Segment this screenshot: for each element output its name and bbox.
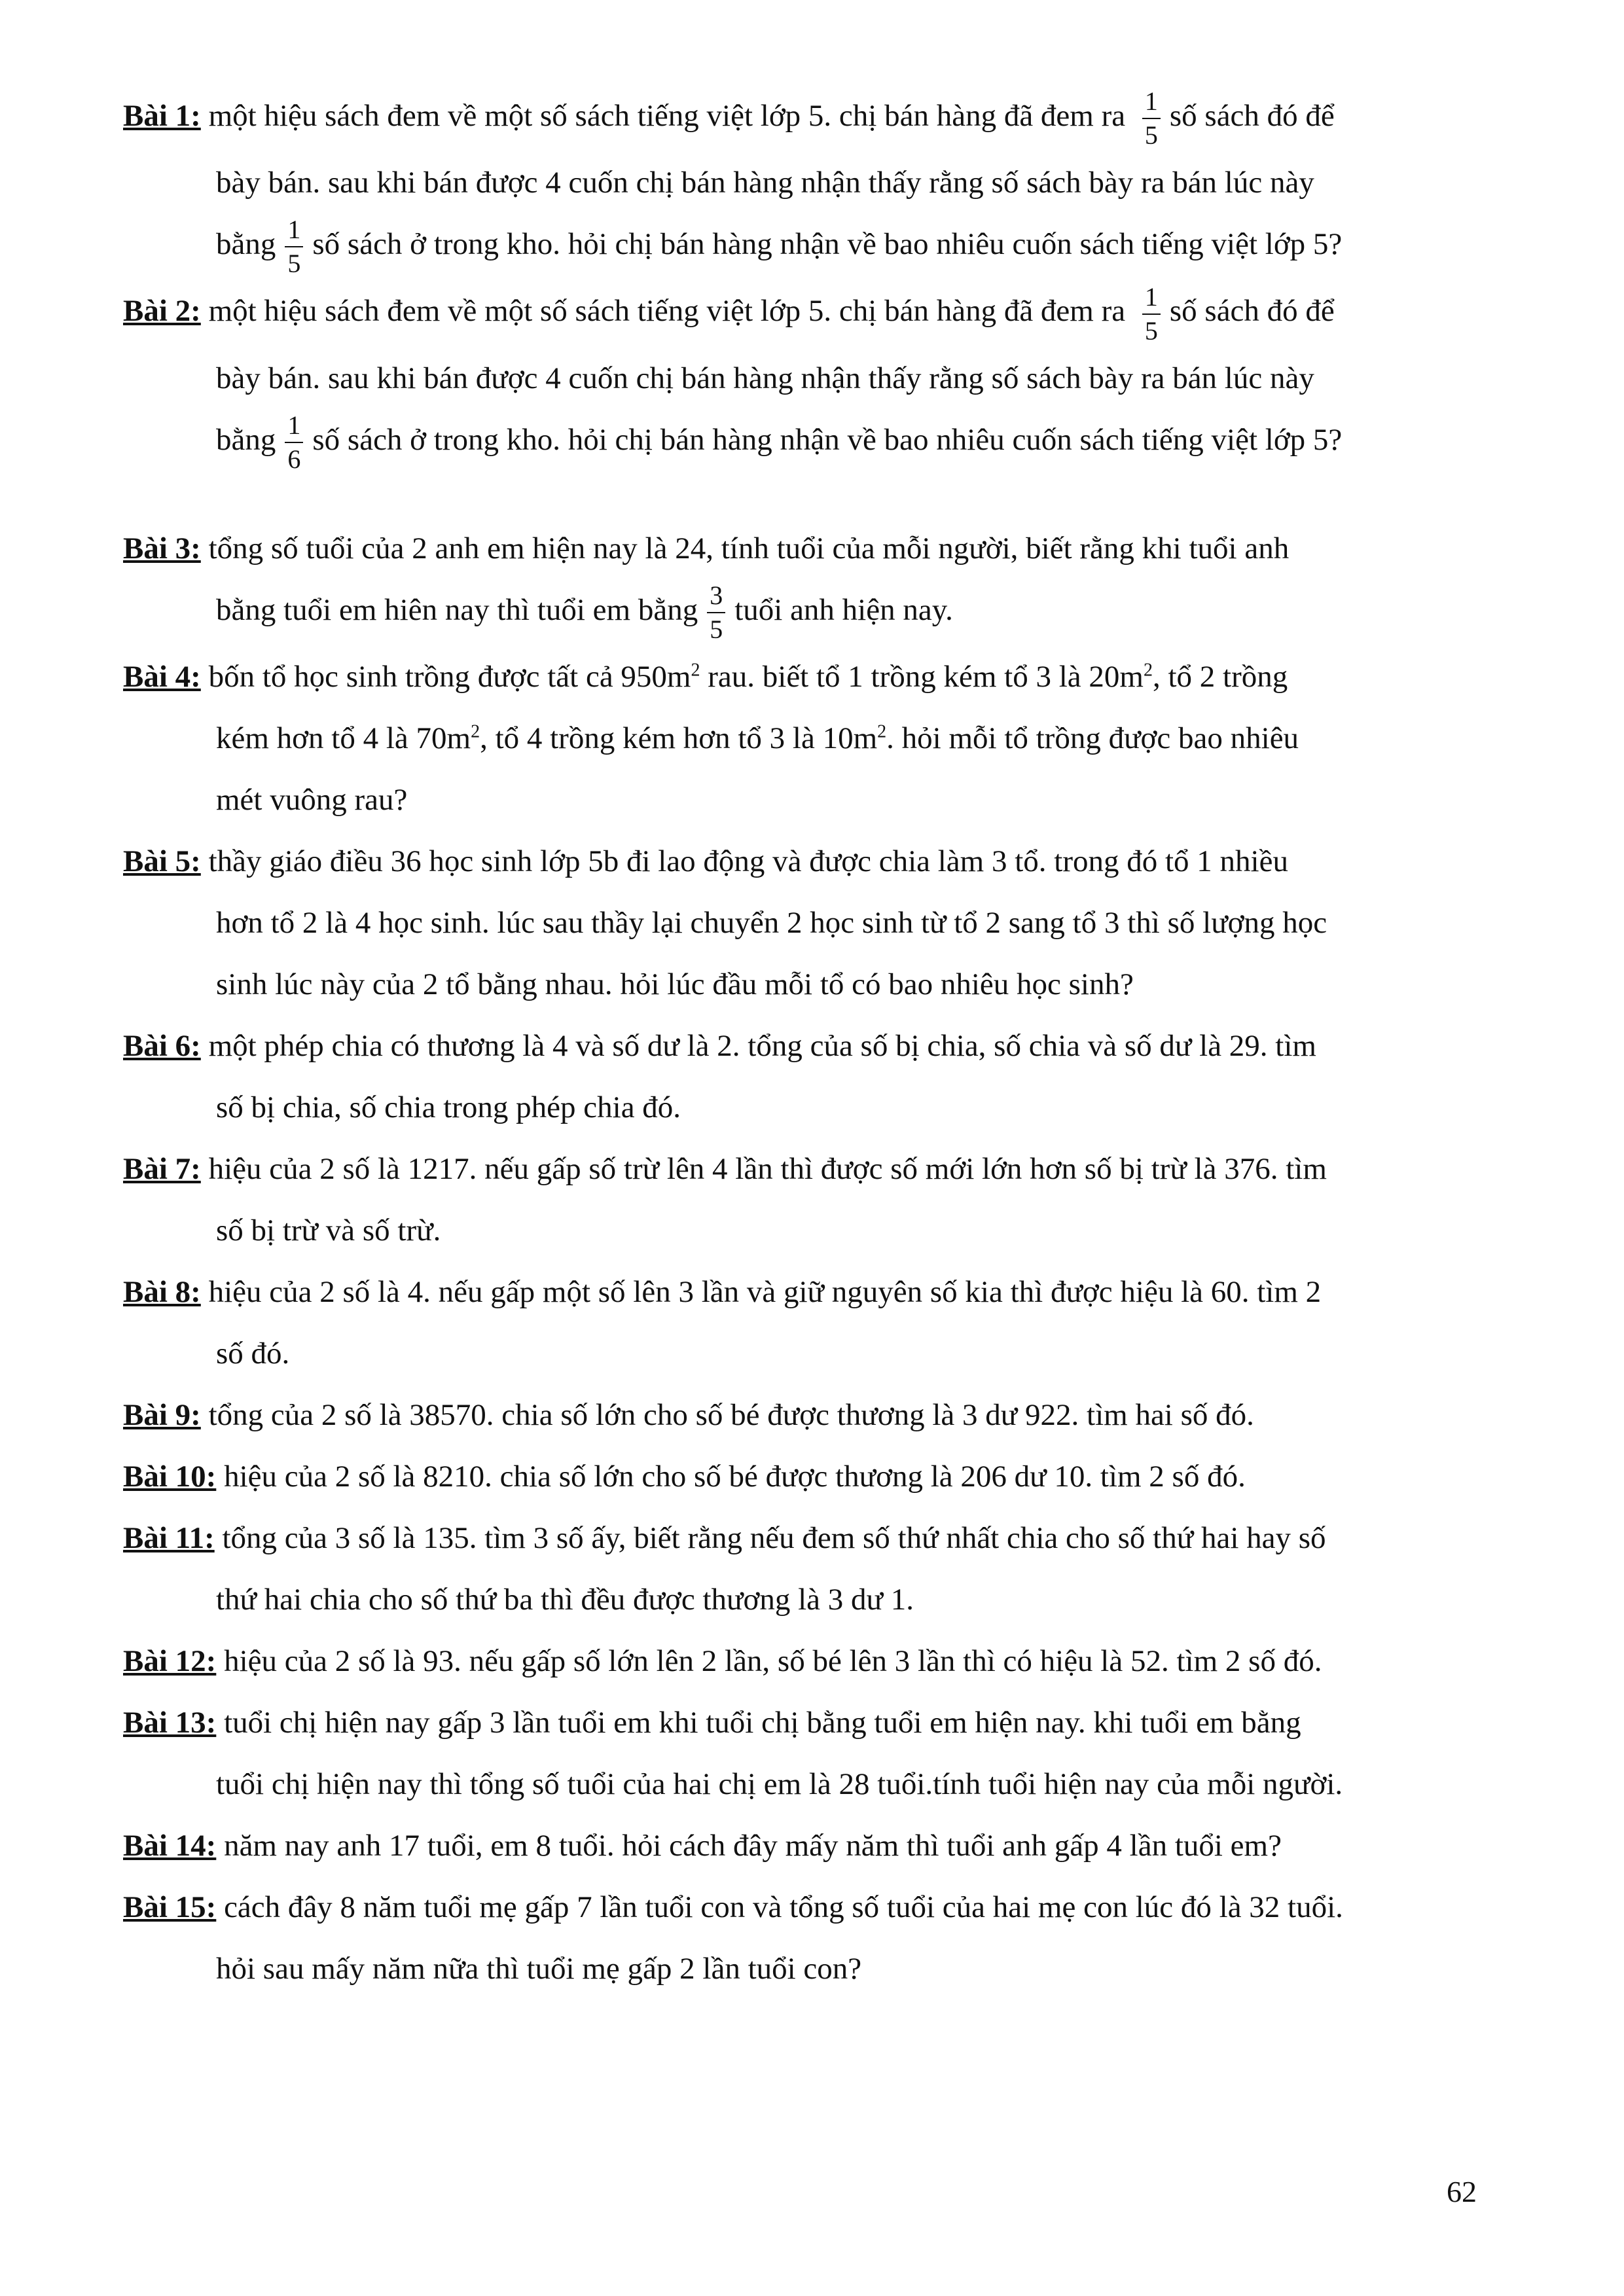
- problem-13-text: tuổi chị hiện nay gấp 3 lần tuổi em khi tuổi chị bằng tuổi em hiện nay. khi tuổi em bằng: [216, 1706, 1301, 1740]
- problem-10-text: hiệu của 2 số là 8210. chia số lớn cho số bé được thương là 206 dư 10. tìm 2 số đó.: [216, 1460, 1246, 1494]
- problem-2-heading: Bài 2:: [123, 294, 201, 329]
- problem-4-text: kém hơn tổ 4 là 70m: [216, 721, 471, 756]
- fraction-numerator: 1: [1144, 281, 1158, 312]
- fraction-denominator: 5: [285, 246, 303, 280]
- fraction-1-5: [1142, 85, 1161, 152]
- problem-15-heading: Bài 15:: [123, 1890, 217, 1925]
- problem-4-text: , tổ 4 trồng kém hơn tổ 3 là 10m: [480, 721, 878, 756]
- problem-8-line-2: số đó.: [216, 1336, 290, 1371]
- problem-3: [123, 518, 1519, 646]
- problem-3-line-1: [123, 518, 1519, 579]
- problem-12-heading: Bài 12:: [123, 1644, 217, 1679]
- problem-2-text: số sách đó để: [1169, 294, 1335, 329]
- problem-13: [123, 1692, 1519, 1815]
- fraction-numerator: 3: [710, 581, 723, 611]
- problem-11-line-1: [123, 1507, 1519, 1569]
- fraction-denominator: 5: [707, 612, 725, 646]
- fraction-denominator: 6: [285, 442, 303, 476]
- problem-2-line-1: [123, 280, 1519, 347]
- problem-11-text: tổng của 3 số là 135. tìm 3 số ấy, biết rằng nếu đem số thứ nhất chia cho số thứ hai hay số: [214, 1521, 1326, 1556]
- problem-15-line-1: [123, 1876, 1519, 1938]
- problem-15-text: cách đây 8 năm tuổi mẹ gấp 7 lần tuổi con và tổng số tuổi của hai mẹ con lúc đó là 32 tuổi.: [216, 1890, 1343, 1925]
- problem-11: [123, 1507, 1519, 1630]
- problem-8-text: hiệu của 2 số là 4. nếu gấp một số lên 3 lần và giữ nguyên số kia thì được hiệu là 60. tìm 2: [200, 1275, 1322, 1310]
- problem-13-line-1: [123, 1692, 1519, 1753]
- problem-4-text: bốn tổ học sinh trồng được tất cả 950m: [200, 660, 691, 694]
- fraction-numerator: 1: [287, 215, 301, 245]
- fraction-denominator: 5: [1142, 314, 1161, 348]
- problem-7: [123, 1138, 1519, 1261]
- superscript-2: 2: [691, 660, 700, 681]
- problem-6-heading: Bài 6:: [123, 1029, 201, 1064]
- fraction-1-5: [285, 213, 303, 280]
- spacer: [123, 476, 1519, 518]
- problem-2-text: một hiệu sách đem về một số sách tiếng việt lớp 5. chị bán hàng đã đem ra: [200, 294, 1133, 329]
- problem-1-line-3: [123, 213, 1519, 280]
- problem-11-heading: Bài 11:: [123, 1521, 215, 1556]
- problem-4-line-3: mét vuông rau?: [216, 783, 408, 817]
- problem-1-text: số sách ở trong kho. hỏi chị bán hàng nhận về bao nhiêu cuốn sách tiếng việt lớp 5?: [312, 227, 1343, 262]
- problem-7-heading: Bài 7:: [123, 1152, 201, 1187]
- problem-12-text: hiệu của 2 số là 93. nếu gấp số lớn lên 2 lần, số bé lên 3 lần thì có hiệu là 52. tìm 2 số đó.: [216, 1644, 1322, 1679]
- problem-2-line-3: [123, 409, 1519, 476]
- problem-3-text: tổng số tuổi của 2 anh em hiện nay là 24, tính tuổi của mỗi người, biết rằng khi tuổi anh: [200, 531, 1290, 565]
- problem-1: [123, 85, 1519, 280]
- problem-13-heading: Bài 13:: [123, 1706, 217, 1740]
- problem-8: [123, 1261, 1519, 1384]
- problem-5-line-2: hơn tổ 2 là 4 học sinh. lúc sau thầy lại chuyển 2 học sinh từ tổ 2 sang tổ 3 thì số lượng học: [216, 906, 1327, 941]
- problem-4-line-1: [123, 646, 1519, 708]
- fraction-numerator: 1: [287, 410, 301, 440]
- problem-1-text: số sách đó để: [1169, 99, 1335, 133]
- problem-3-heading: Bài 3:: [123, 531, 201, 565]
- problem-8-heading: Bài 8:: [123, 1275, 201, 1310]
- problem-1-heading: Bài 1:: [123, 99, 201, 133]
- problem-6: [123, 1015, 1519, 1138]
- problem-7-line-1: [123, 1138, 1519, 1200]
- problem-2-text: số sách ở trong kho. hỏi chị bán hàng nhận về bao nhiêu cuốn sách tiếng việt lớp 5?: [312, 422, 1343, 457]
- problem-5-line-1: [123, 831, 1519, 892]
- problem-4-text: . hỏi mỗi tổ trồng được bao nhiêu: [886, 721, 1299, 756]
- problem-6-line-1: [123, 1015, 1519, 1077]
- problem-5-text: thầy giáo điều 36 học sinh lớp 5b đi lao động và được chia làm 3 tổ. trong đó tổ 1 nhiều: [200, 844, 1288, 879]
- problem-4-text: , tổ 2 trồng: [1152, 660, 1288, 694]
- problem-9-heading: Bài 9:: [123, 1398, 201, 1433]
- problem-1-text: một hiệu sách đem về một số sách tiếng việt lớp 5. chị bán hàng đã đem ra: [200, 99, 1133, 133]
- problem-9-text: tổng của 2 số là 38570. chia số lớn cho số bé được thương là 3 dư 922. tìm hai số đó.: [200, 1398, 1254, 1433]
- problem-5-line-3: sinh lúc này của 2 tổ bằng nhau. hỏi lúc đầu mỗi tổ có bao nhiêu học sinh?: [216, 967, 1134, 1002]
- problem-14-line-1: [123, 1815, 1519, 1876]
- problem-6-line-2: số bị chia, số chia trong phép chia đó.: [216, 1090, 681, 1125]
- problem-3-text: bằng tuổi em hiên nay thì tuổi em bằng: [216, 592, 698, 627]
- problem-10-heading: Bài 10:: [123, 1460, 217, 1494]
- fraction-1-5: [1142, 281, 1161, 348]
- problem-14-heading: Bài 14:: [123, 1829, 217, 1863]
- problem-5-heading: Bài 5:: [123, 844, 201, 879]
- superscript-2: 2: [877, 721, 887, 742]
- fraction-numerator: 1: [1144, 86, 1158, 117]
- problem-13-line-2: tuổi chị hiện nay thì tổng số tuổi của hai chị em là 28 tuổi.tính tuổi hiện nay của mỗi người.: [216, 1767, 1343, 1802]
- problem-11-line-2: thứ hai chia cho số thứ ba thì đều được thương là 3 dư 1.: [216, 1583, 914, 1617]
- fraction-denominator: 5: [1142, 118, 1161, 152]
- problem-12-line-1: [123, 1630, 1519, 1692]
- fraction-3-5: [707, 579, 725, 646]
- problem-14: [123, 1815, 1519, 1876]
- problem-8-line-1: [123, 1261, 1519, 1323]
- problem-6-text: một phép chia có thương là 4 và số dư là 2. tổng của số bị chia, số chia và số dư là 29. tìm: [200, 1029, 1316, 1064]
- problem-4: [123, 646, 1519, 831]
- fraction-1-6: [285, 409, 303, 476]
- problem-1-line-1: [123, 85, 1519, 152]
- problem-1-line-2: bày bán. sau khi bán được 4 cuốn chị bán hàng nhận thấy rằng số sách bày ra bán lúc này: [216, 166, 1314, 200]
- problem-12: [123, 1630, 1519, 1692]
- problem-2-text: bằng: [216, 422, 276, 457]
- problem-9-line-1: [123, 1384, 1519, 1446]
- problem-7-line-2: số bị trừ và số trừ.: [216, 1213, 441, 1248]
- problem-10-line-1: [123, 1446, 1519, 1507]
- problem-5: [123, 831, 1519, 1015]
- problem-15: [123, 1876, 1519, 2000]
- problem-2: [123, 280, 1519, 475]
- superscript-2: 2: [1143, 660, 1153, 681]
- problem-14-text: năm nay anh 17 tuổi, em 8 tuổi. hỏi cách đây mấy năm thì tuổi anh gấp 4 lần tuổi em?: [216, 1829, 1282, 1863]
- problem-4-text: rau. biết tổ 1 trồng kém tổ 3 là 20m: [700, 660, 1144, 694]
- problem-1-text: bằng: [216, 227, 276, 262]
- problem-4-heading: Bài 4:: [123, 660, 201, 694]
- page-content: [123, 85, 1519, 2000]
- problem-3-line-2: [123, 579, 1519, 646]
- problem-2-line-2: bày bán. sau khi bán được 4 cuốn chị bán hàng nhận thấy rằng số sách bày ra bán lúc này: [216, 361, 1314, 395]
- page-number: 62: [1447, 2175, 1477, 2208]
- problem-9: [123, 1384, 1519, 1446]
- problem-3-text: tuổi anh hiện nay.: [734, 592, 953, 627]
- superscript-2: 2: [471, 721, 480, 742]
- problem-15-line-2: hỏi sau mấy năm nữa thì tuổi mẹ gấp 2 lần tuổi con?: [216, 1952, 862, 1986]
- problem-10: [123, 1446, 1519, 1507]
- problem-4-line-2: [123, 708, 1519, 769]
- problem-7-text: hiệu của 2 số là 1217. nếu gấp số trừ lên 4 lần thì được số mới lớn hơn số bị trừ là 376. tìm: [200, 1152, 1327, 1187]
